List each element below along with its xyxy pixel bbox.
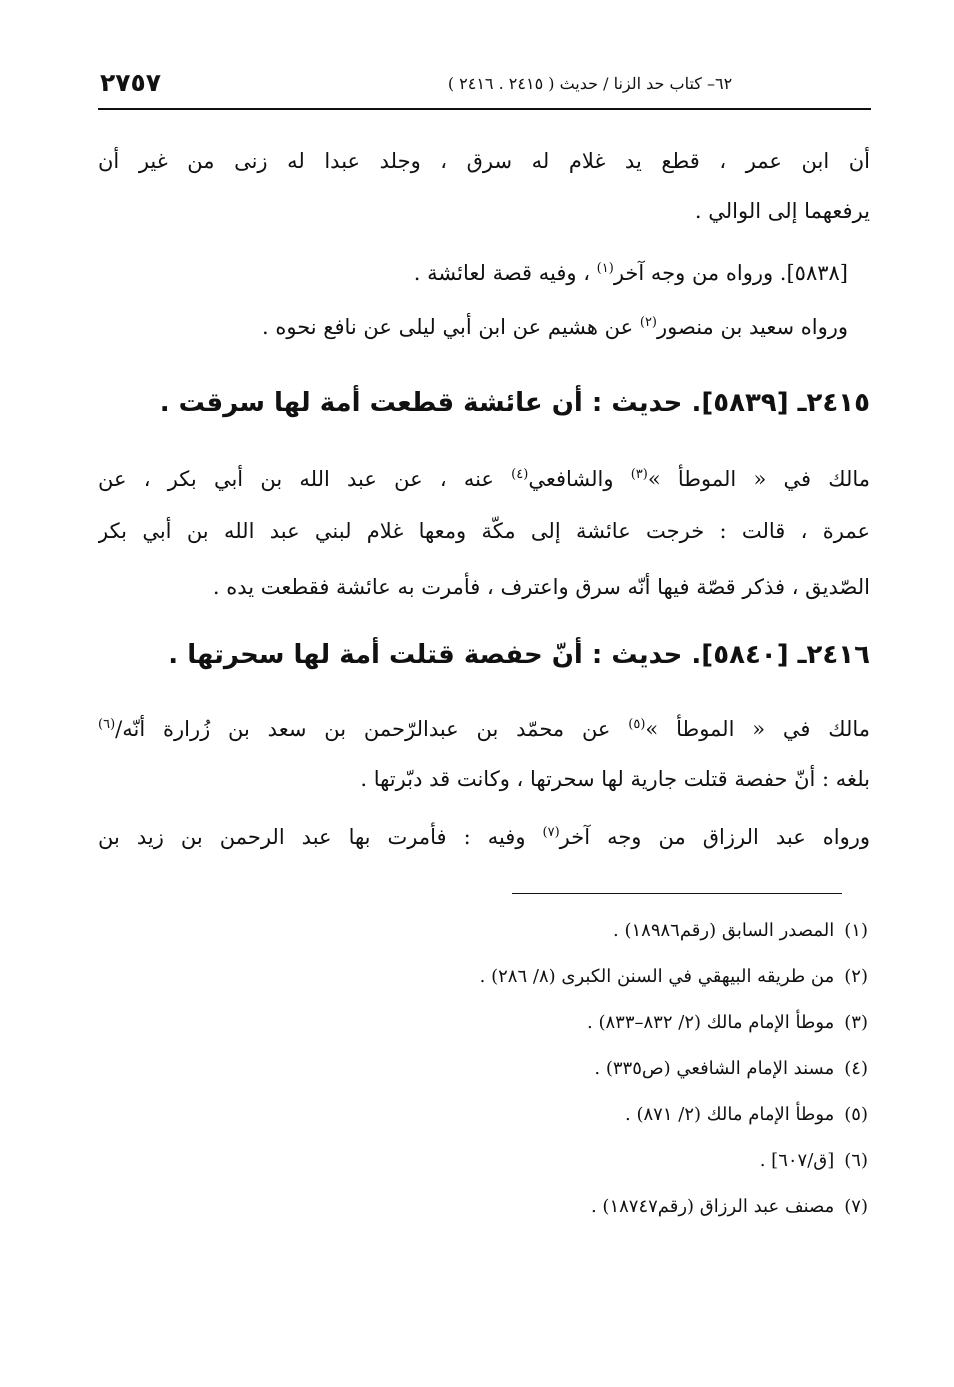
footnote-item [300,966,868,1012]
narration-text: ورواه سعيد بن منصور [657,315,848,339]
running-title: ٦٢– كتاب حد الزنا / حديث ( ٢٤١٥ . ٢٤١٦ ) [447,74,733,93]
footnote-text: المصدر السابق (رقم١٨٩٨٦) . [613,920,835,941]
footnote-item [300,1012,868,1058]
footnote-number: (٣) [844,1012,868,1033]
footnote-ref: (٦) [98,717,116,732]
text-segment: وفيه : فأمرت بها عبد الرحمن بن زيد بن [98,825,543,849]
hadith-heading: ٢٤١٥ـ [٥٨٣٩]. حديث : أن عائشة قطعت أمة لها سرقت . [159,388,870,418]
footnote-text: مصنف عبد الرزاق (رقم١٨٧٤٧) . [590,1196,835,1217]
header-divider [98,108,871,110]
text-line: أن ابن عمر ، قطع يد غلام له سرق ، وجلد عبدا له زنى من غير أن [98,149,870,173]
footnotes [300,920,868,1242]
text-segment: ورواه عبد الرزاق من وجه آخر [559,825,870,849]
footnote-number: (٦) [844,1150,868,1171]
footnote-item [300,1104,868,1150]
footnote-item [300,1058,868,1104]
footnote-text: موطأ الإمام مالك (٢/ ٨٣٢–٨٣٣) . [587,1012,835,1033]
narration-paragraph [98,240,870,298]
text-line: يرفعهما إلى الوالي . [694,199,870,223]
text-segment: مالك في « الموطأ » [647,467,870,491]
footnote-ref: (١) [596,261,614,276]
footnote-number: (١) [844,920,868,941]
footnote-item [300,1196,868,1242]
text-line: بلغه : أنّ حفصة قتلت جارية لها سحرتها ، وكانت قد دبّرتها . [360,767,870,791]
footnote-number: (٢) [844,966,868,987]
page-number: ٢٧٥٧ [100,68,162,97]
text-line [98,446,870,504]
footnote-item [300,920,868,966]
text-line: الصّديق ، فذكر قصّة فيها أنّه سرق واعترف ، فأمرت به عائشة فقطعت يده . [212,575,870,599]
main-text [98,132,870,872]
text-segment: عنه ، عن عبد الله بن أبي بكر ، عن [98,467,512,491]
footnote-item [300,1150,868,1196]
footnote-ref: (٣) [630,467,648,482]
text-line [98,804,870,862]
footnote-ref: (٥) [628,717,646,732]
text-segment: مالك في « الموطأ » [645,717,870,741]
narration-paragraph [98,294,870,352]
footnote-text: من طريقه البيهقي في السنن الكبرى (٨/ ٢٨٦) . [479,966,835,987]
narration-text: [٥٨٣٨]. ورواه من وجه آخر [613,261,848,285]
footnote-number: (٤) [844,1058,868,1079]
footnote-text: موطأ الإمام مالك (٢/ ٨٧١) . [625,1104,835,1125]
footnote-text: مسند الإمام الشافعي (ص٣٣٥) . [594,1058,835,1079]
hadith-heading: ٢٤١٦ـ [٥٨٤٠]. حديث : أنّ حفصة قتلت أمة لها سحرتها . [168,640,870,670]
text-line: عمرة ، قالت : خرجت عائشة إلى مكّة ومعها غلام لبني عبد الله بن أبي بكر [98,519,870,543]
footnote-number: (٥) [844,1104,868,1125]
narration-text: ، وفيه قصة لعائشة . [413,261,597,285]
footnote-ref: (٢) [639,315,657,330]
footnote-text: [ق/٦٠٧] . [759,1150,835,1171]
text-segment: والشافعي [528,467,631,491]
footnote-divider [512,893,842,894]
footnote-number: (٧) [844,1196,868,1217]
narration-text: عن هشيم عن ابن أبي ليلى عن نافع نحوه . [262,315,640,339]
text-line [98,696,870,754]
footnote-ref: (٤) [511,467,529,482]
page-header [100,66,870,106]
footnote-ref: (٧) [542,825,560,840]
text-segment: عن محمّد بن عبدالرّحمن بن سعد بن زُرارة أنّه/ [115,717,629,741]
